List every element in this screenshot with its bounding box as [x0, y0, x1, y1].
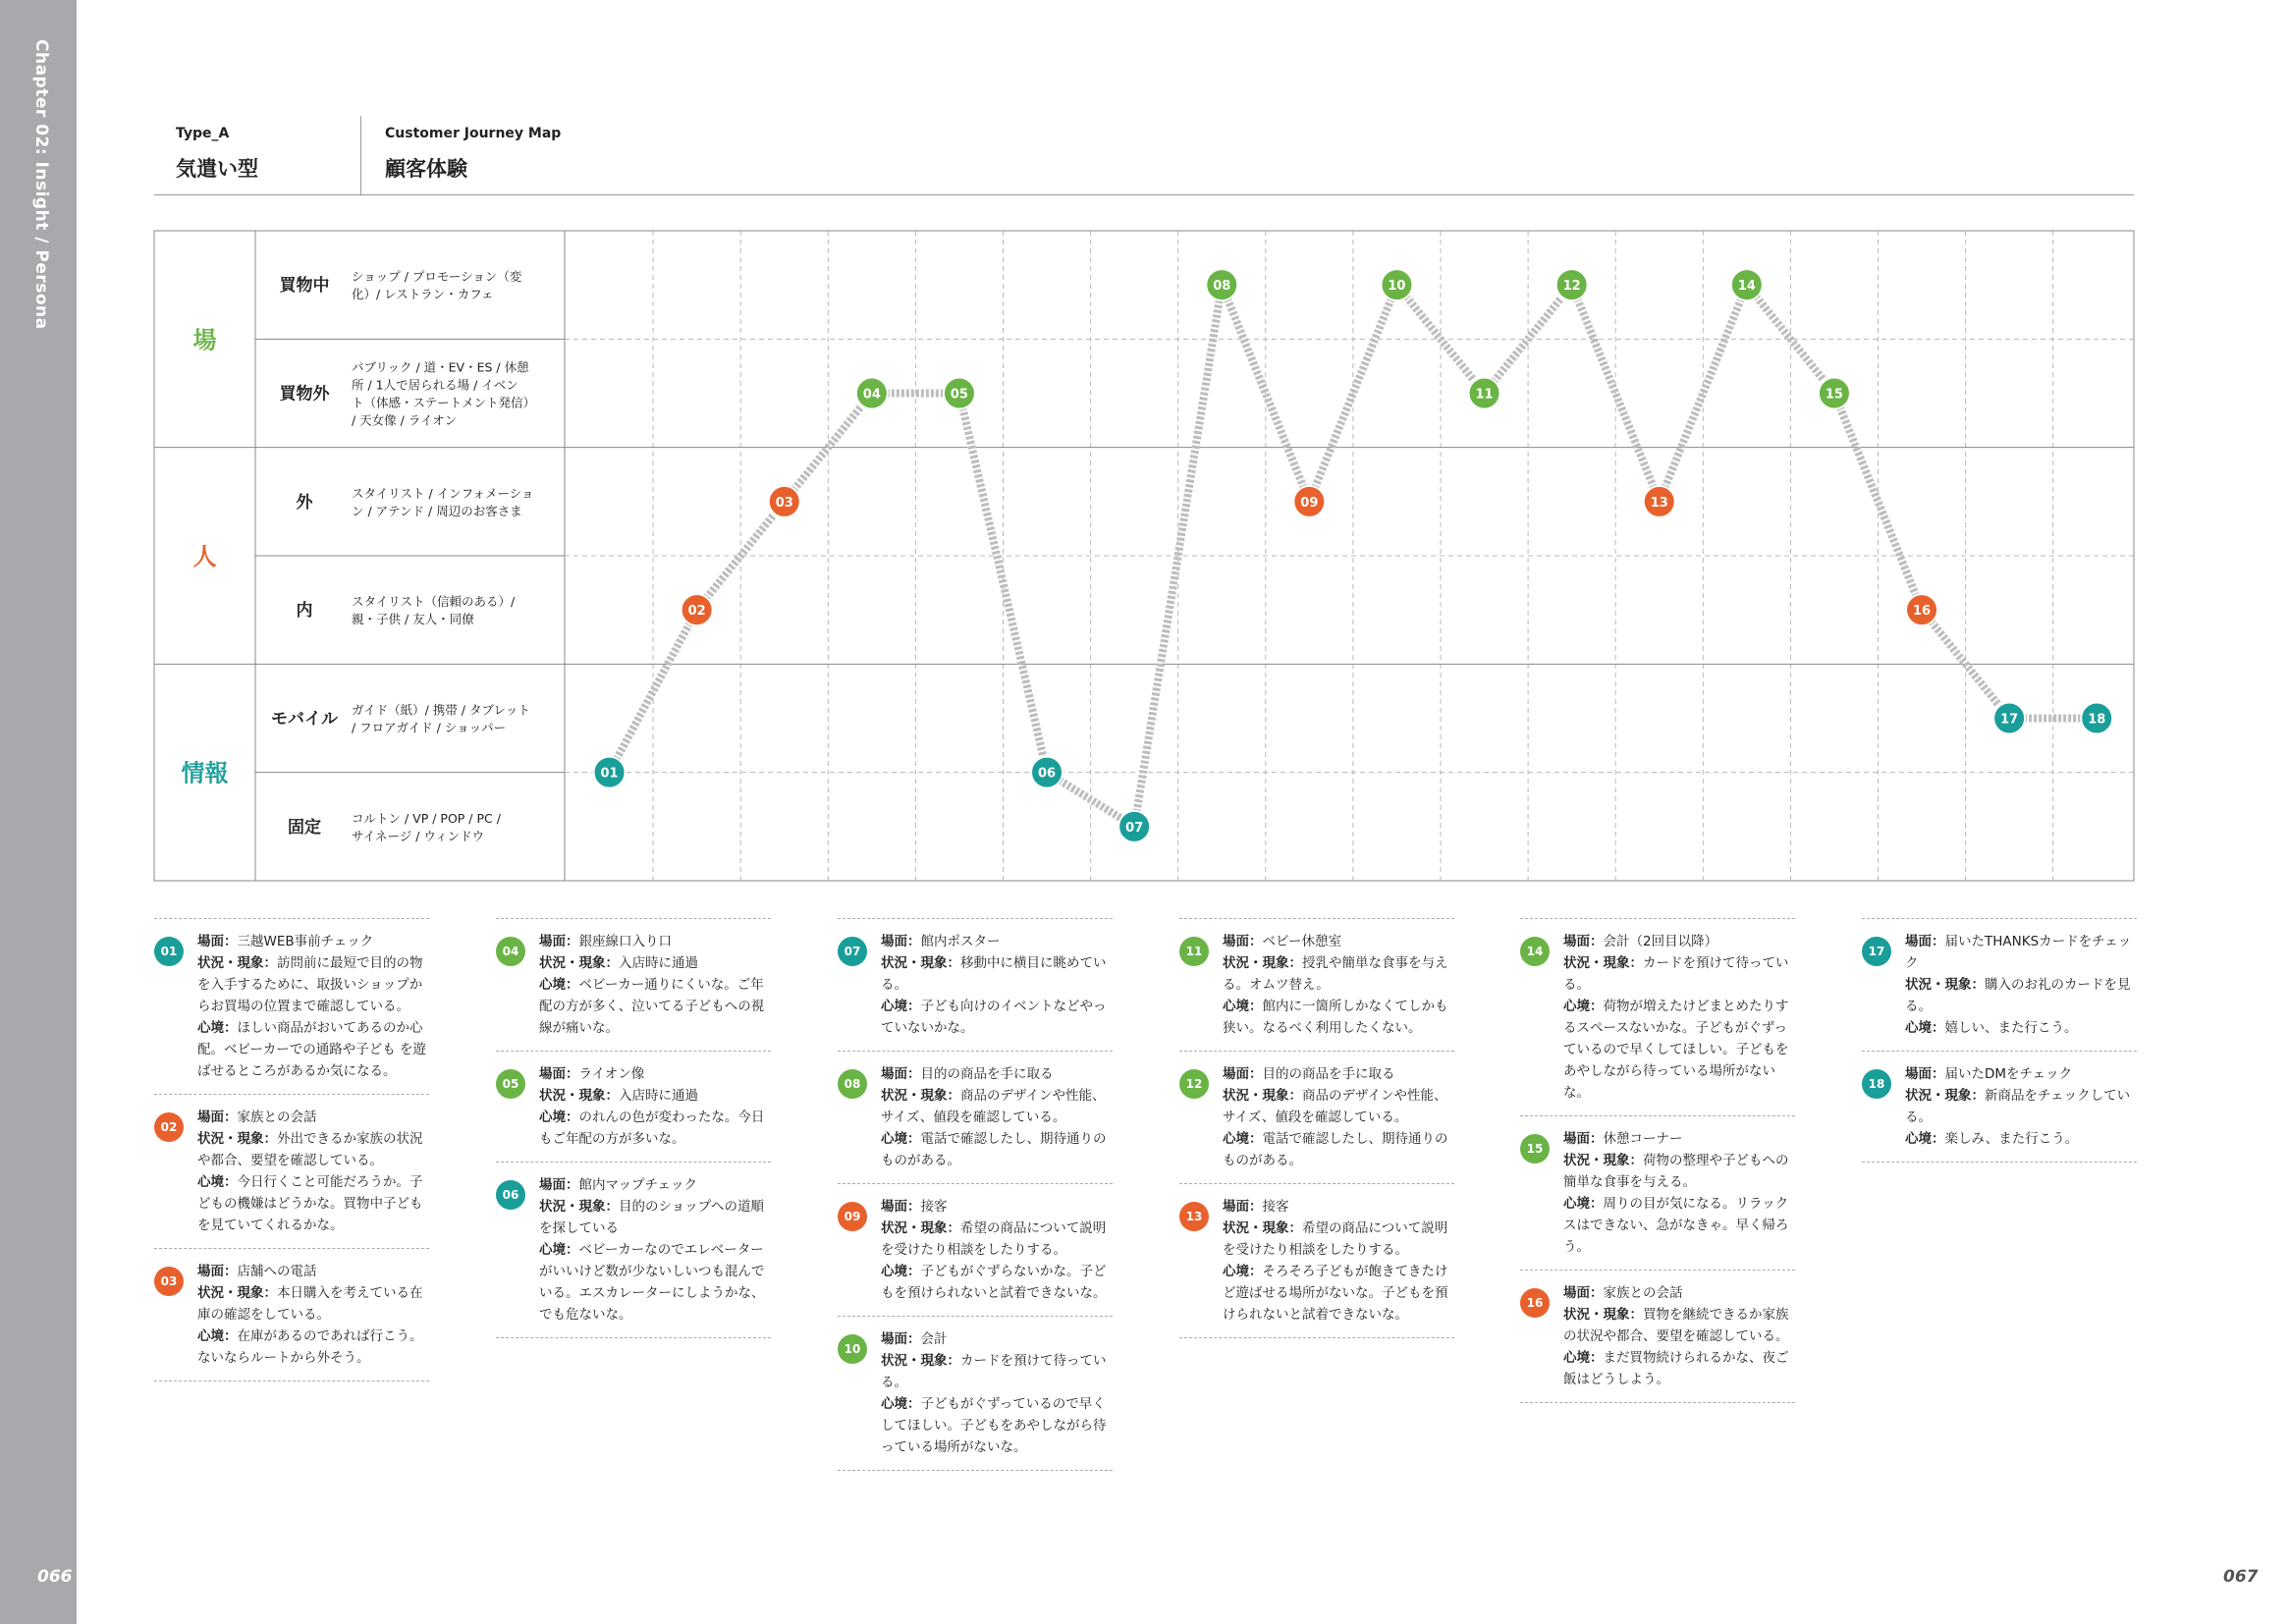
page-number-left: 066: [37, 1567, 73, 1587]
note-scene: [197, 1261, 429, 1282]
note-number-badge: 13: [1179, 1202, 1209, 1231]
row-description: サイネージ / ウィンドウ: [352, 828, 485, 843]
note-value: 会計: [920, 1331, 948, 1347]
row-description: スタイリスト（信頼のある）/: [352, 594, 516, 610]
journey-point-label: 12: [1562, 279, 1581, 295]
note-feeling: [881, 1261, 1113, 1304]
note-key: 場面：: [1563, 1285, 1604, 1301]
journey-point-label: 15: [1825, 387, 1843, 403]
note-value: ほしい商品がおいてあるのか心配。ベビーカーでの通路や子ども を遊ばせるところがあるか気になる。: [197, 1020, 426, 1079]
note-value: 子どもがぐずっているので早くしてほしい。子どもをあやしながら待っている場所がないな。: [881, 1396, 1107, 1455]
note-key: 場面：: [1563, 1131, 1604, 1147]
note-status: [881, 952, 1113, 996]
note-value: 接客: [1262, 1199, 1289, 1215]
note-key: 場面：: [881, 1331, 921, 1347]
journey-point-label: 03: [775, 495, 793, 511]
note-key: 状況・現象：: [1563, 1307, 1643, 1323]
note-scene: [539, 931, 771, 952]
note-key: 状況・現象：: [881, 1220, 960, 1236]
note-key: 心境：: [539, 1110, 579, 1125]
note-feeling: [197, 1171, 429, 1236]
note-key: 場面：: [197, 1110, 238, 1125]
note-key: 状況・現象：: [1563, 955, 1643, 971]
note-value: 子どもがぐずらないかな。子どもを預けられないと試着できないな。: [881, 1264, 1107, 1301]
journey-point-label: 06: [1038, 766, 1057, 782]
note-value: 会計（2回目以降）: [1603, 934, 1718, 949]
note-feeling: [197, 1326, 429, 1369]
note-value: 訪問前に最短で目的の物を入手するために、取扱いショップからお買場の位置まで確認している。: [197, 955, 423, 1014]
note-key: 場面：: [1223, 934, 1263, 949]
map-name: 顧客体験: [385, 157, 467, 181]
notes-column: [1520, 918, 1795, 1403]
group-label: 人: [192, 543, 217, 570]
note-status: [539, 1085, 771, 1107]
journey-point-label: 09: [1300, 495, 1319, 511]
note-number-badge: 09: [838, 1202, 867, 1231]
note-scene: [539, 1174, 771, 1196]
note-value: 外出できるか家族の状況や都合、要望を確認している。: [197, 1131, 423, 1168]
note-value: 館内に一箇所しかなくてしかも狭い。なるべく利用したくない。: [1223, 999, 1448, 1036]
note-key: 状況・現象：: [197, 955, 277, 971]
journey-point-label: 07: [1125, 820, 1144, 836]
note-feeling: [1905, 1128, 2137, 1150]
note-scene: [881, 1063, 1113, 1085]
row-name: 買物中: [279, 276, 330, 297]
note-key: 場面：: [539, 1177, 579, 1193]
note-key: 状況・現象：: [881, 955, 960, 971]
note-value: ライオン像: [578, 1066, 645, 1082]
note-key: 状況・現象：: [539, 1088, 619, 1104]
note-feeling: [1563, 1193, 1795, 1258]
note-key: 心境：: [197, 1328, 238, 1344]
note-key: 状況・現象：: [1905, 977, 1985, 993]
type-label: Type_A: [176, 126, 230, 141]
journey-note: [838, 1316, 1113, 1471]
note-value: 商品のデザインや性能、サイズ、値段を確認している。: [881, 1088, 1106, 1125]
note-key: 心境：: [1905, 1131, 1945, 1147]
note-feeling: [881, 1393, 1113, 1458]
note-value: 電話で確認したし、期待通りのものがある。: [881, 1131, 1107, 1168]
note-key: 状況・現象：: [539, 1199, 619, 1215]
note-scene: [197, 931, 429, 952]
note-feeling: [539, 974, 771, 1039]
note-key: 場面：: [881, 1066, 921, 1082]
journey-note: [154, 918, 429, 1094]
note-value: 荷物の整理や子どもへの簡単な食事を与える。: [1563, 1153, 1789, 1190]
note-value: ベビーカー通りにくいな。ご年配の方が多く、泣いてる子どもへの視線が痛いな。: [539, 977, 765, 1036]
row-description: ガイド（紙）/ 携帯 / タブレット: [352, 702, 530, 718]
journey-path-segment: [959, 394, 1047, 773]
note-number-badge: 06: [496, 1180, 525, 1210]
note-value: 館内マップチェック: [578, 1177, 698, 1193]
row-name: 固定: [288, 817, 321, 838]
note-scene: [1223, 1196, 1454, 1218]
note-number-badge: 15: [1520, 1134, 1550, 1164]
journey-note: [496, 918, 771, 1051]
note-key: 場面：: [1563, 934, 1604, 949]
note-value: 接客: [920, 1199, 948, 1215]
note-value: 館内ポスター: [920, 934, 1001, 949]
note-feeling: [881, 1128, 1113, 1171]
note-key: 場面：: [539, 934, 579, 949]
note-number-badge: 01: [154, 937, 184, 966]
journey-note: [838, 1183, 1113, 1316]
note-scene: [881, 931, 1113, 952]
note-number-badge: 17: [1862, 937, 1891, 966]
note-key: 心境：: [539, 977, 579, 993]
note-status: [1563, 1304, 1795, 1347]
note-status: [881, 1350, 1113, 1393]
journey-point-label: 17: [2000, 712, 2019, 728]
note-status: [881, 1085, 1113, 1128]
journey-point-label: 13: [1650, 495, 1668, 511]
journey-note: [838, 918, 1113, 1051]
note-key: 心境：: [197, 1020, 238, 1036]
note-value: 家族との会話: [237, 1110, 317, 1125]
note-feeling: [1223, 1128, 1454, 1171]
note-value: のれんの色が変わったな。今日もご年配の方が多いな。: [539, 1110, 765, 1147]
note-key: 状況・現象：: [539, 955, 619, 971]
note-value: 買物を継続できるか家族の状況や都合、要望を確認している。: [1563, 1307, 1789, 1344]
note-status: [539, 1196, 771, 1239]
row-description: 所 / 1人で居られる場 / イベン: [352, 377, 518, 393]
note-key: 場面：: [539, 1066, 579, 1082]
note-scene: [1563, 1128, 1795, 1150]
note-key: 状況・現象：: [1223, 955, 1302, 971]
notes-column: [1179, 918, 1454, 1338]
note-key: 心境：: [881, 1131, 921, 1147]
journey-point-label: 16: [1913, 604, 1932, 620]
note-value: カードを預けて待っている。: [1563, 955, 1789, 993]
note-key: 場面：: [197, 934, 238, 949]
journey-point-label: 18: [2088, 712, 2106, 728]
note-value: 希望の商品について説明を受けたり相談をしたりする。: [1223, 1220, 1448, 1258]
journey-note: [1862, 918, 2137, 1051]
row-name: 外: [296, 492, 313, 513]
note-value: 三越WEB事前チェック: [237, 934, 374, 949]
note-value: 子ども向けのイベントなどやっていないかな。: [881, 999, 1107, 1036]
note-key: 場面：: [1905, 1066, 1945, 1082]
note-status: [197, 1282, 429, 1326]
row-description: / フロアガイド / ショッパー: [352, 720, 507, 735]
note-value: 今日行くこと可能だろうか。子どもの機嫌はどうかな。買物中子どもを見ていてくれるかな。: [197, 1174, 423, 1233]
note-scene: [539, 1063, 771, 1085]
note-key: 心境：: [1563, 1350, 1604, 1366]
note-key: 心境：: [197, 1174, 238, 1190]
note-value: 商品のデザインや性能、サイズ、値段を確認している。: [1223, 1088, 1447, 1125]
note-feeling: [539, 1239, 771, 1326]
note-feeling: [1563, 1347, 1795, 1390]
journey-note: [154, 1248, 429, 1381]
note-feeling: [1905, 1017, 2137, 1039]
row-name: 買物外: [279, 384, 330, 405]
note-number-badge: 03: [154, 1267, 184, 1296]
note-status: [539, 952, 771, 974]
note-number-badge: 04: [496, 937, 525, 966]
note-number-badge: 02: [154, 1112, 184, 1142]
note-value: 本日購入を考えている在庫の確認をしている。: [197, 1285, 423, 1323]
note-scene: [1563, 1282, 1795, 1304]
note-status: [1223, 952, 1454, 996]
note-value: 授乳や簡単な食事を与える。オムツ替え。: [1223, 955, 1448, 993]
journey-point-label: 11: [1475, 387, 1494, 403]
note-key: 心境：: [1563, 999, 1604, 1014]
note-key: 状況・現象：: [881, 1353, 960, 1369]
row-description: ト（体感・ステートメント発信）: [352, 395, 536, 410]
note-value: 銀座線口入り口: [578, 934, 672, 949]
note-value: 目的のショップへの道順を探している: [539, 1199, 764, 1236]
row-description: 化）/ レストラン・カフェ: [352, 287, 494, 302]
note-feeling: [539, 1107, 771, 1150]
note-feeling: [1223, 996, 1454, 1039]
row-description: スタイリスト / インフォメーショ: [352, 485, 534, 501]
note-status: [1223, 1085, 1454, 1128]
note-key: 心境：: [539, 1242, 579, 1258]
note-status: [197, 952, 429, 1017]
journey-note: [1862, 1051, 2137, 1163]
note-key: 状況・現象：: [1223, 1088, 1302, 1104]
group-label: 場: [192, 326, 217, 354]
note-scene: [1223, 931, 1454, 952]
note-status: [1223, 1218, 1454, 1261]
note-key: 心境：: [1223, 1264, 1263, 1279]
note-value: 在庫があるのであれば行こう。ないならルートから外そう。: [197, 1328, 423, 1366]
note-key: 場面：: [881, 1199, 921, 1215]
note-value: 目的の商品を手に取る: [1262, 1066, 1395, 1082]
note-key: 状況・現象：: [197, 1131, 277, 1147]
note-number-badge: 16: [1520, 1288, 1550, 1318]
note-key: 状況・現象：: [1223, 1220, 1302, 1236]
note-key: 場面：: [881, 934, 921, 949]
note-value: 届いたDMをチェック: [1944, 1066, 2073, 1082]
note-key: 心境：: [1563, 1196, 1604, 1212]
note-value: 届いたTHANKSカードをチェック: [1905, 934, 2132, 971]
note-value: 休憩コーナー: [1603, 1131, 1683, 1147]
group-label: 情報: [181, 759, 229, 787]
journey-note: [496, 1162, 771, 1338]
journey-point-label: 02: [687, 604, 706, 620]
journey-note: [496, 1051, 771, 1162]
note-scene: [197, 1107, 429, 1128]
notes-column: [154, 918, 429, 1381]
note-number-badge: 12: [1179, 1069, 1209, 1099]
note-status: [1905, 1085, 2137, 1128]
note-value: 新商品をチェックしている。: [1905, 1088, 2131, 1125]
note-value: ベビーカーなのでエレベーターがいいけど数が少ないしいつも混んでいる。エスカレーターにしようかな、でも危ないな。: [539, 1242, 765, 1323]
note-key: 心境：: [881, 999, 921, 1014]
note-key: 心境：: [1905, 1020, 1945, 1036]
journey-note: [838, 1051, 1113, 1183]
note-number-badge: 07: [838, 937, 867, 966]
note-scene: [1905, 1063, 2137, 1085]
note-value: 入店時に通過: [619, 1088, 698, 1104]
note-number-badge: 11: [1179, 937, 1209, 966]
note-value: 入店時に通過: [619, 955, 698, 971]
chapter-title: Chapter 02: Insight / Persona: [31, 39, 51, 330]
note-value: 購入のお礼のカードを見る。: [1905, 977, 2131, 1014]
note-value: 周りの目が気になる。リラックスはできない、急がなきゃ。早く帰ろう。: [1563, 1196, 1789, 1255]
note-feeling: [1223, 1261, 1454, 1326]
note-value: ベビー休憩室: [1262, 934, 1341, 949]
note-feeling: [881, 996, 1113, 1039]
note-number-badge: 05: [496, 1069, 525, 1099]
journey-point-label: 08: [1213, 279, 1231, 295]
row-description: コルトン / VP / POP / PC /: [352, 810, 501, 826]
note-value: カードを預けて待っている。: [881, 1353, 1107, 1390]
note-number-badge: 14: [1520, 937, 1550, 966]
note-status: [197, 1128, 429, 1171]
note-status: [881, 1218, 1113, 1261]
row-name: モバイル: [271, 709, 338, 730]
note-scene: [881, 1196, 1113, 1218]
journey-point-label: 01: [600, 766, 619, 782]
note-scene: [1563, 931, 1795, 952]
note-value: 家族との会話: [1603, 1285, 1683, 1301]
note-key: 場面：: [1905, 934, 1945, 949]
note-value: そろそろ子どもが飽きてきたけど遊ばせる場所がないな。子どもを預けられないと試着できないな。: [1223, 1264, 1448, 1323]
note-feeling: [197, 1017, 429, 1082]
note-key: 場面：: [1223, 1199, 1263, 1215]
row-description: ショップ / プロモーション（変: [352, 269, 522, 285]
note-key: 心境：: [881, 1396, 921, 1412]
row-description: 親・子供 / 友人・同僚: [352, 612, 474, 627]
journey-note: [1179, 1183, 1454, 1338]
note-key: 状況・現象：: [197, 1285, 277, 1301]
note-number-badge: 18: [1862, 1069, 1891, 1099]
note-key: 心境：: [1223, 999, 1263, 1014]
note-value: 移動中に横目に眺めている。: [881, 955, 1107, 993]
journey-point-label: 05: [950, 387, 968, 403]
note-scene: [1223, 1063, 1454, 1085]
note-number-badge: 08: [838, 1069, 867, 1099]
note-value: 楽しみ、また行こう。: [1944, 1131, 2079, 1147]
map-label: Customer Journey Map: [385, 126, 562, 141]
note-value: まだ買物続けられるかな、夜ご飯はどうしよう。: [1563, 1350, 1789, 1387]
note-status: [1563, 952, 1795, 996]
journey-note: [154, 1094, 429, 1248]
notes-column: [838, 918, 1113, 1471]
journey-point-label: 04: [862, 387, 881, 403]
note-value: 嬉しい、また行こう。: [1944, 1020, 2078, 1036]
note-status: [1563, 1150, 1795, 1193]
type-name: 気遣い型: [176, 157, 258, 181]
note-status: [1905, 974, 2137, 1017]
note-key: 状況・現象：: [1563, 1153, 1643, 1168]
note-number-badge: 10: [838, 1334, 867, 1364]
note-key: 場面：: [197, 1264, 238, 1279]
journey-note: [1179, 918, 1454, 1051]
note-feeling: [1563, 996, 1795, 1104]
note-scene: [881, 1328, 1113, 1350]
notes-column: [1862, 918, 2137, 1163]
note-key: 心境：: [881, 1264, 921, 1279]
row-description: / 天女像 / ライオン: [352, 412, 458, 428]
note-key: 心境：: [1223, 1131, 1263, 1147]
journey-point-label: 14: [1737, 279, 1756, 295]
journey-note: [1520, 1270, 1795, 1403]
note-scene: [1905, 931, 2137, 974]
note-key: 場面：: [1223, 1066, 1263, 1082]
note-value: 目的の商品を手に取る: [920, 1066, 1054, 1082]
row-description: ン / アテンド / 周辺のお客さま: [352, 503, 522, 518]
row-description: パブリック / 道・EV・ES / 休憩: [352, 359, 529, 375]
note-value: 電話で確認したし、期待通りのものがある。: [1223, 1131, 1448, 1168]
journey-note: [1179, 1051, 1454, 1183]
journey-note: [1520, 918, 1795, 1115]
journey-point-label: 10: [1388, 279, 1406, 295]
note-value: 希望の商品について説明を受けたり相談をしたりする。: [881, 1220, 1107, 1258]
page-number-right: 067: [2223, 1567, 2259, 1587]
note-value: 店舗への電話: [237, 1264, 317, 1279]
note-key: 状況・現象：: [1905, 1088, 1985, 1104]
notes-column: [496, 918, 771, 1338]
note-value: 荷物が増えたけどまとめたりするスペースないかな。子どもがぐずっているので早くしてほしい。子どもをあやしながら待っている場所がないな。: [1563, 999, 1789, 1101]
journey-note: [1520, 1115, 1795, 1270]
note-key: 状況・現象：: [881, 1088, 960, 1104]
row-name: 内: [296, 601, 313, 622]
